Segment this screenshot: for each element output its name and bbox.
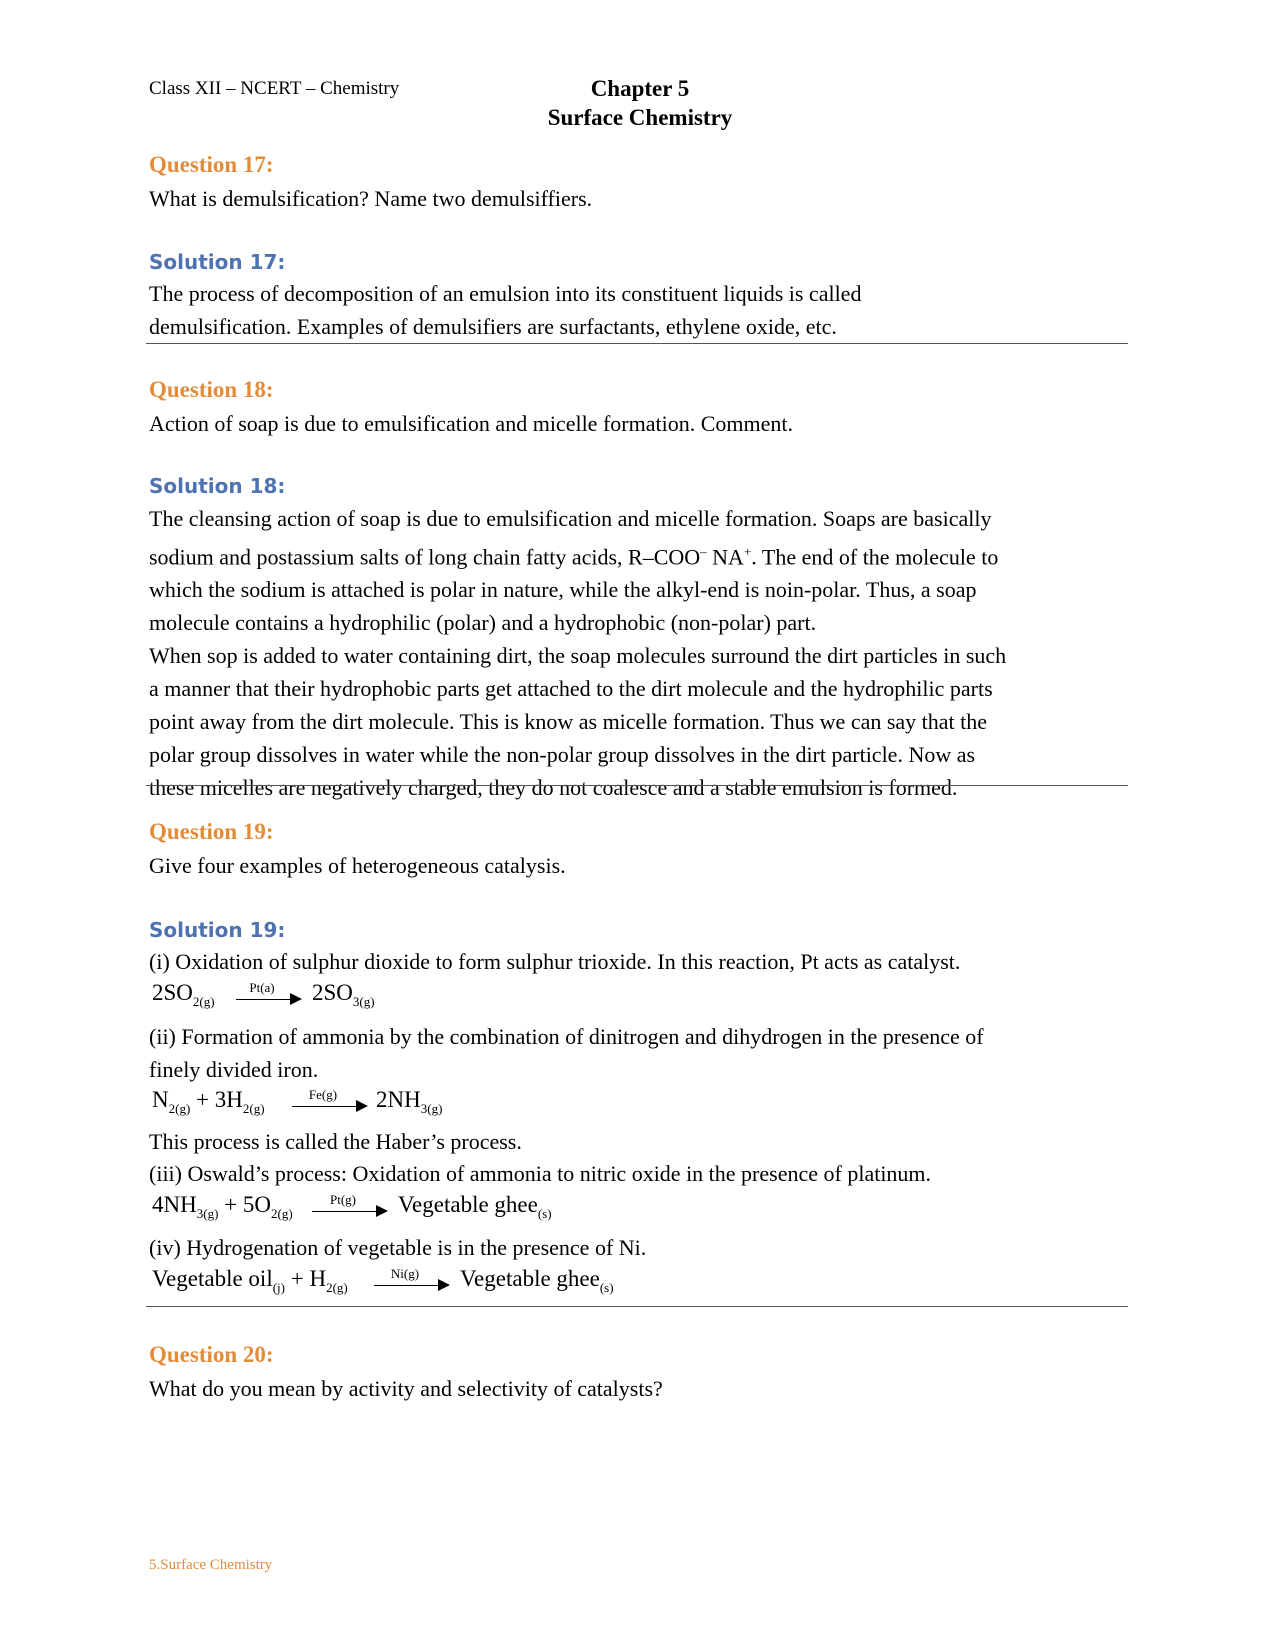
equation-subscript: (s) (537, 1206, 552, 1221)
equation-formula: 2NH (376, 1087, 421, 1112)
equation-formula: N (152, 1087, 169, 1112)
question-19-text: Give four examples of heterogeneous catalysis. (149, 853, 566, 878)
arrow-shaft (292, 1106, 358, 1107)
haber-note: This process is called the Haber’s process. (149, 1129, 522, 1154)
solution-18-line: these micelles are negatively charged, they do not coalesce and a stable emulsion is formed. (149, 775, 958, 801)
page-footer: 5.Surface Chemistry (149, 1557, 273, 1573)
section-divider (146, 343, 1128, 344)
equation-term (152, 1266, 348, 1296)
superscript-plus: + (743, 544, 752, 559)
reaction-arrow (312, 1192, 388, 1218)
equation-subscript: 2(g) (271, 1206, 293, 1221)
equation-subscript: 2(g) (192, 994, 215, 1009)
equation-term (152, 1087, 265, 1117)
question-20-title: Question 20: (149, 1342, 274, 1367)
reaction-arrow (374, 1266, 450, 1292)
solution-17-text (149, 277, 1129, 343)
equation-formula: 2SO (312, 980, 353, 1005)
equation-subscript: (j) (272, 1280, 285, 1295)
solution-19-line: (ii) Formation of ammonia by the combination of dinitrogen and dihydrogen in the presence of (149, 1024, 984, 1049)
equation-formula: + 5O (218, 1192, 271, 1217)
arrow-shaft (374, 1285, 440, 1286)
equation-3 (152, 1192, 572, 1226)
arrow-head (356, 1100, 368, 1112)
equation-formula: Vegetable ghee (398, 1192, 538, 1217)
arrow-head (376, 1205, 388, 1217)
equation-formula: + H (285, 1266, 327, 1291)
equation-subscript: 3(g) (420, 1101, 443, 1116)
question-18-text: Action of soap is due to emulsification and micelle formation. Comment. (149, 411, 793, 436)
solution-19-item-3: (iii) Oswald’s process: Oxidation of ammonia to nitric oxide in the presence of platinum. (149, 1161, 932, 1186)
equation-subscript: 3(g) (352, 994, 375, 1009)
equation-formula: Vegetable ghee (460, 1266, 600, 1291)
header-class-label: Class XII – NCERT – Chemistry (149, 78, 400, 99)
solution-19-item-4: (iv) Hydrogenation of vegetable is in the presence of Ni. (149, 1235, 647, 1260)
catalyst-label: Fe(g) (308, 1087, 338, 1102)
solution-18-line: point away from the dirt molecule. This is know as micelle formation. Thus we can say that the (149, 709, 988, 735)
solution-19-line: finely divided iron. (149, 1057, 319, 1082)
solution-17-title: Solution 17: (149, 250, 286, 274)
solution-18-line: a manner that their hydrophobic parts get attached to the dirt molecule and the hydrophilic parts (149, 676, 993, 702)
reaction-arrow (236, 980, 302, 1006)
equation-formula: + 3H (190, 1087, 243, 1112)
equation-subscript: (s) (599, 1280, 614, 1295)
equation-term (376, 1087, 442, 1117)
reaction-arrow (292, 1087, 368, 1113)
solution-17-line: The process of decomposition of an emulsion into its constituent liquids is called (149, 281, 862, 306)
solution-18-line: molecule contains a hydrophilic (polar) and a hydrophobic (non-polar) part. (149, 610, 817, 636)
equation-subscript: 2(g) (242, 1101, 265, 1116)
equation-4 (152, 1266, 652, 1300)
catalyst-label: Pt(g) (330, 1192, 356, 1207)
question-18-title: Question 18: (149, 377, 274, 402)
question-20-text: What do you mean by activity and selectivity of catalysts? (149, 1376, 663, 1401)
equation-formula: 4NH (152, 1192, 197, 1217)
solution-17-line: demulsification. Examples of demulsifiers are surfactants, ethylene oxide, etc. (149, 314, 837, 339)
equation-term (460, 1266, 614, 1296)
solution-18-line: which the sodium is attached is polar in nature, while the alkyl-end is noin-polar. Thus, a soap (149, 577, 977, 603)
arrow-head (290, 993, 302, 1005)
solution-18-line-part: sodium and postassium salts of long chain fatty acids, R–COO (149, 544, 701, 570)
solution-18-line: polar group dissolves in water while the non-polar group dissolves in the dirt particle. Now as (149, 742, 976, 768)
chapter-heading (535, 74, 745, 132)
catalyst-label: Pt(a) (249, 980, 275, 995)
question-17-title: Question 17: (149, 152, 274, 177)
solution-18-text (149, 502, 1129, 804)
equation-1 (152, 980, 412, 1014)
equation-subscript: 2(g) (326, 1280, 348, 1295)
arrow-head (438, 1279, 450, 1291)
equation-2 (152, 1087, 472, 1121)
catalyst-label: Ni(g) (390, 1266, 420, 1281)
arrow-shaft (312, 1211, 378, 1212)
equation-term (152, 1192, 293, 1222)
solution-19-item-2 (149, 1020, 1129, 1086)
solution-18-line-part: NA (706, 544, 744, 570)
equation-term (312, 980, 375, 1010)
solution-18-line (149, 535, 1129, 573)
equation-term (398, 1192, 552, 1222)
equation-subscript: 2(g) (168, 1101, 191, 1116)
section-divider (146, 1306, 1128, 1307)
question-19-title: Question 19: (149, 819, 274, 844)
solution-19-item-1: (i) Oxidation of sulphur dioxide to form sulphur trioxide. In this reaction, Pt acts as catalyst. (149, 949, 961, 974)
superscript-minus: – (700, 544, 707, 559)
solution-18-line: When sop is added to water containing dirt, the soap molecules surround the dirt particles in such (149, 643, 1007, 669)
arrow-shaft (236, 999, 292, 1000)
chapter-title: Surface Chemistry (547, 105, 733, 130)
equation-formula: 2SO (152, 980, 193, 1005)
solution-18-line-part: . The end of the molecule to (751, 544, 999, 570)
equation-formula: Vegetable oil (152, 1266, 273, 1291)
question-17-text: What is demulsification? Name two demulsiffiers. (149, 186, 593, 211)
equation-subscript: 3(g) (196, 1206, 219, 1221)
solution-18-line: The cleansing action of soap is due to emulsification and micelle formation. Soaps are basically (149, 506, 992, 531)
section-divider (146, 785, 1128, 786)
solution-18-title: Solution 18: (149, 474, 286, 498)
chapter-number: Chapter 5 (590, 76, 690, 101)
equation-term (152, 980, 215, 1010)
solution-19-title: Solution 19: (149, 918, 286, 942)
